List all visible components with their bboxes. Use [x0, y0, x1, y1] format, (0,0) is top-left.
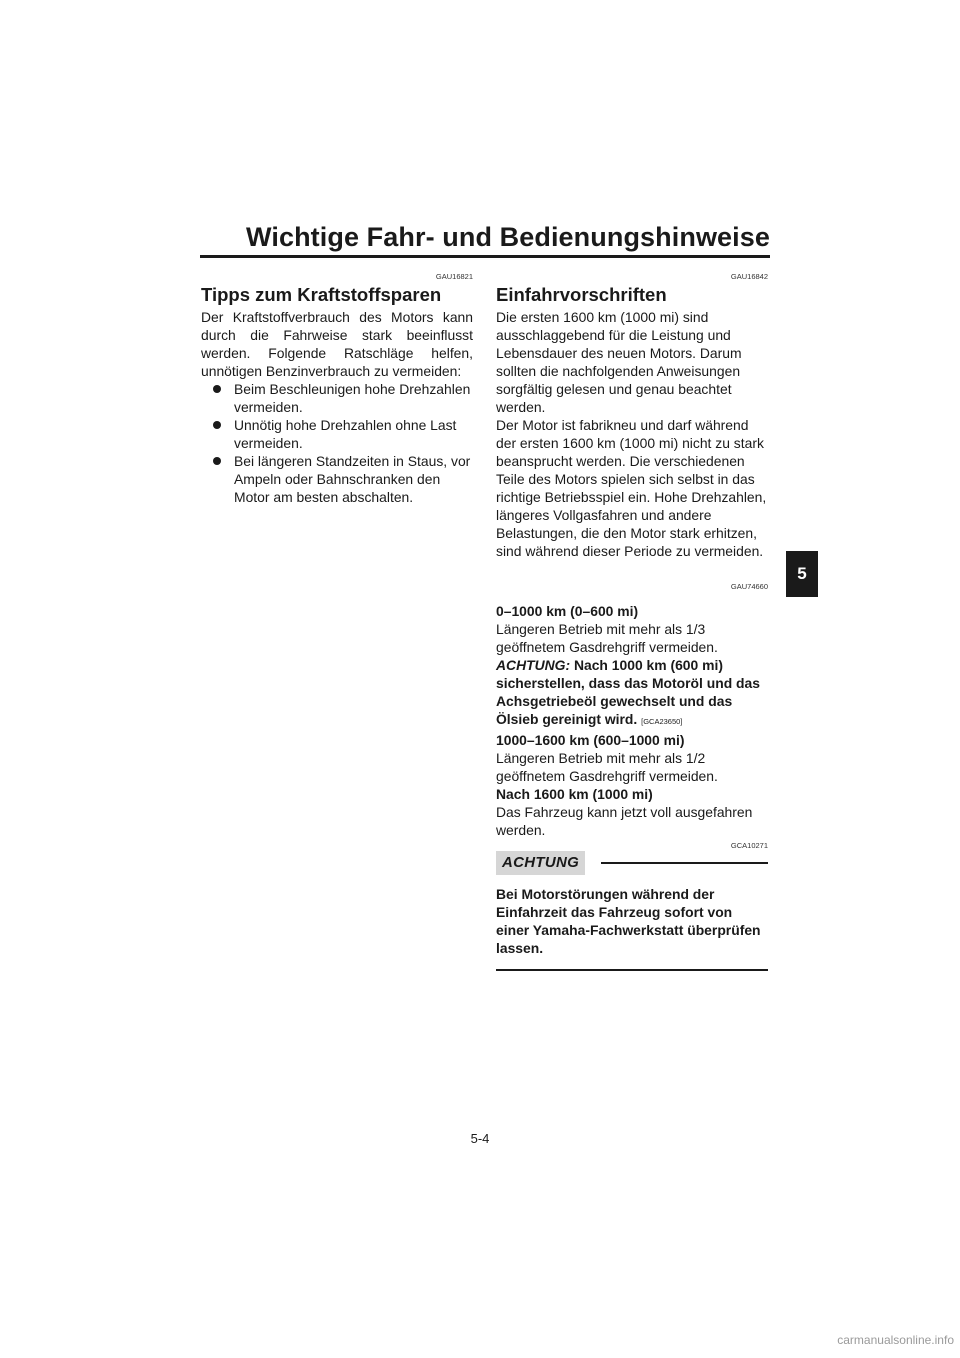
caution-bottom-rule: [496, 969, 768, 971]
title-rule: [200, 255, 770, 258]
stage-1-heading: 0–1000 km (0–600 mi): [496, 603, 639, 619]
section-code: GAU16821: [435, 272, 473, 281]
stage-3-text: Das Fahrzeug kann jetzt voll ausgefahren werden.: [496, 804, 753, 838]
caution-header: [496, 851, 768, 875]
right-column: [496, 272, 768, 971]
chapter-tab[interactable]: 5: [786, 551, 818, 597]
left-column: [201, 272, 473, 506]
bullet-icon: [213, 385, 221, 393]
break-in-para-2: Der Motor ist fabrikneu und darf während der ersten 1600 km (1000 mi) nicht zu stark beansprucht werden. Die verschiedenen Teile des Motors spielen sich selbst in das richtige Betriebsspiel ein. Hohe Drehzahlen, längeres Vollgasfahren und andere Belastungen, die den Motor stark erhitzen, sind während dieser Periode zu vermeiden.: [496, 417, 767, 559]
reference-code: [GCA23650]: [641, 717, 683, 726]
caution-text: Bei Motorstörungen während der Einfahrzeit das Fahrzeug sofort von einer Yamaha-Fachwerkstatt überprüfen lassen.: [496, 886, 761, 956]
stage-2-heading: 1000–1600 km (600–1000 mi): [496, 732, 685, 748]
inline-caution-label: ACHTUNG:: [496, 657, 571, 673]
caution-box: [496, 851, 768, 971]
fuel-intro-text: Der Kraftstoffverbrauch des Motors kann durch die Fahrweise stark beeinflusst werden. Folgende Ratschläge helfen, unnötigen Benzinverbrauch zu vermeiden:: [201, 309, 473, 379]
page-number: 5-4: [470, 1131, 490, 1146]
caution-rule: [601, 862, 768, 864]
list-item: Beim Beschleunigen hohe Drehzahlen vermeiden.: [201, 380, 473, 416]
list-item: Bei längeren Standzeiten in Staus, vor Ampeln oder Bahnschranken den Motor am besten abschalten.: [201, 452, 473, 506]
section-code: GAU74660: [730, 582, 768, 591]
stage-2-text: Längeren Betrieb mit mehr als 1/2 geöffnetem Gasdrehgriff vermeiden.: [496, 750, 718, 784]
watermark: carmanualsonline.info: [837, 1333, 954, 1347]
list-item: Unnötig hohe Drehzahlen ohne Last vermeiden.: [201, 416, 473, 452]
break-in-para-1: Die ersten 1600 km (1000 mi) sind ausschlaggebend für die Leistung und Lebensdauer des neuen Motors. Darum sollten die nachfolgenden Anweisungen sorgfältig gelesen und genau beachtet werden.: [496, 309, 742, 415]
fuel-tips-list: [201, 380, 473, 506]
page-title: Wichtige Fahr- und Bedienungshinweise: [246, 222, 770, 252]
section-heading-break-in: Einfahrvorschriften: [496, 284, 667, 305]
inline-caution-text: Nach 1000 km (600 mi) sicherstellen, dass das Motoröl und das Achsgetriebeöl gewechselt und das Ölsieb gereinigt wird.: [496, 657, 760, 727]
section-heading-fuel-saving: Tipps zum Kraftstoffsparen: [201, 284, 442, 305]
caution-label: ACHTUNG: [496, 851, 585, 875]
section-code: GCA10271: [730, 841, 768, 850]
bullet-icon: [213, 421, 221, 429]
bullet-icon: [213, 457, 221, 465]
section-code: GAU16842: [730, 272, 768, 281]
stage-3-heading: Nach 1600 km (1000 mi): [496, 786, 653, 802]
stage-1-text: Längeren Betrieb mit mehr als 1/3 geöffnetem Gasdrehgriff vermeiden. ACHTUNG: Nach 1000 km (600 mi) sicherstellen, dass das Motoröl und das Achsgetriebeöl gewechselt und das Ölsieb gereinigt wird. [GCA23650]: [496, 621, 760, 727]
